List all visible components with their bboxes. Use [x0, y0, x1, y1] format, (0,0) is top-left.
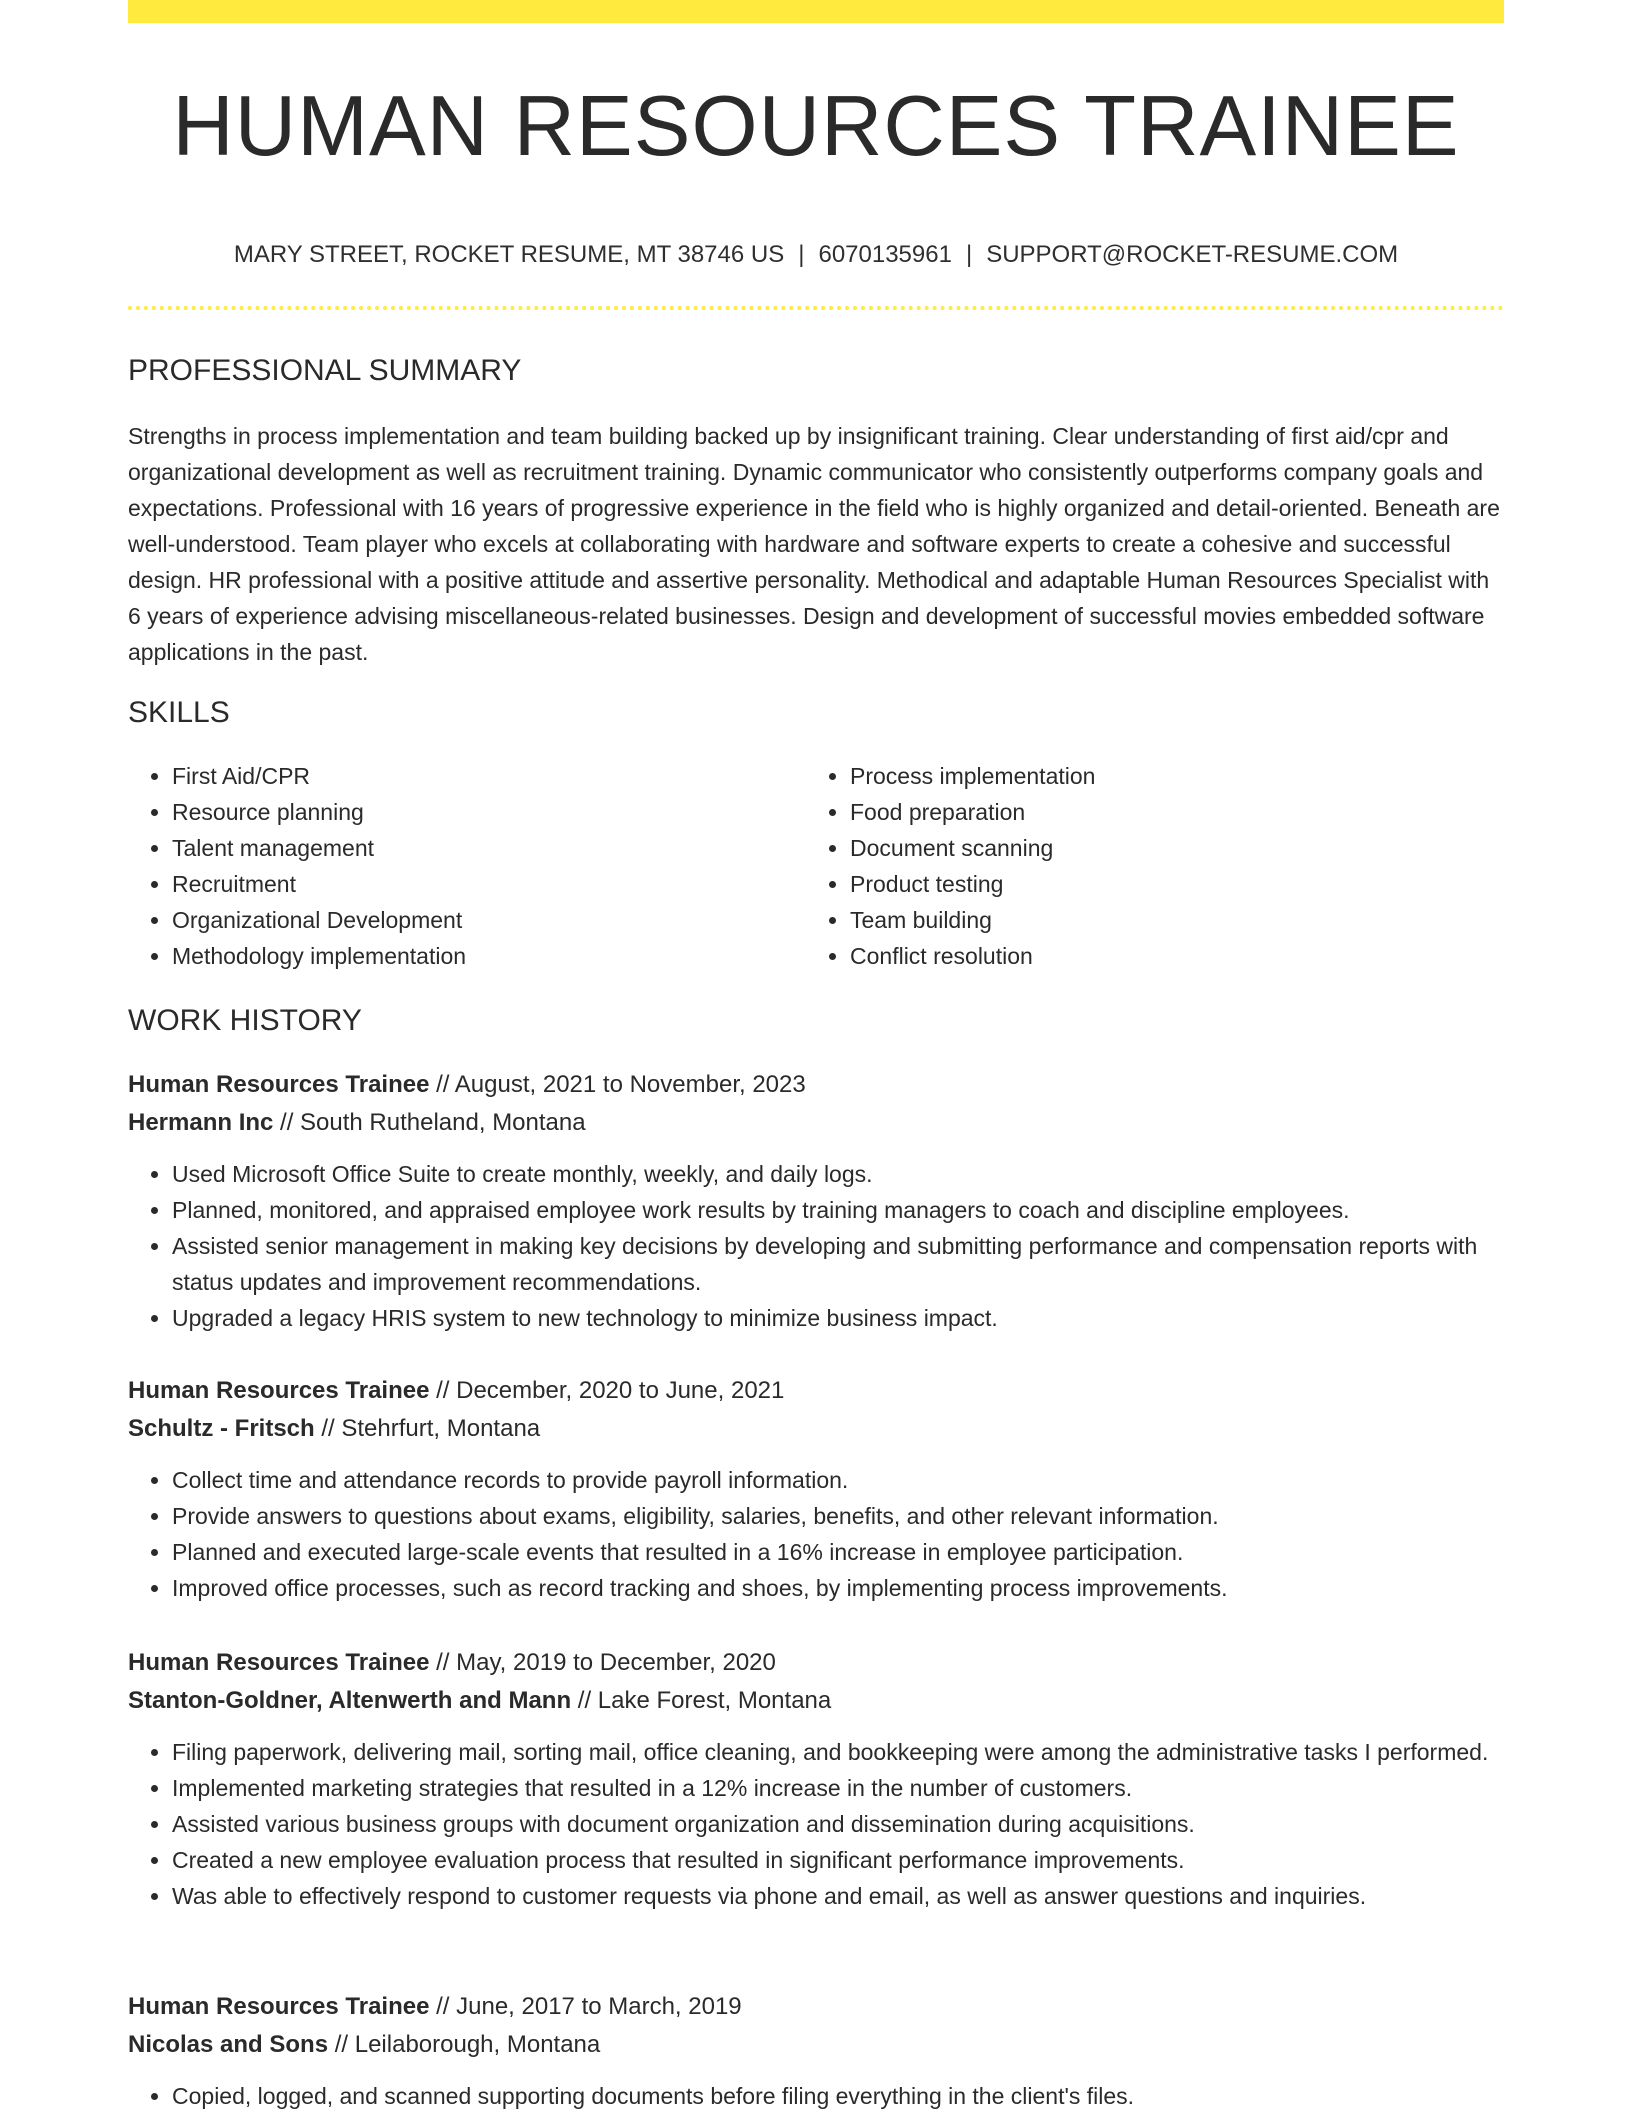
- job-dates: // December, 2020 to June, 2021: [429, 1377, 785, 1404]
- job-bullet: • Assisted various business groups with document organization and dissemination during acquisitions.: [172, 1806, 1504, 1842]
- job-title-line: [128, 1988, 1504, 2026]
- job-bullet: • Provide answers to questions about exams, eligibility, salaries, benefits, and other relevant information.: [172, 1498, 1504, 1534]
- job-dates: // May, 2019 to December, 2020: [429, 1649, 776, 1676]
- job-company-line: [128, 1682, 1504, 1720]
- skill-item: • Food preparation: [850, 794, 1484, 830]
- job-bullet: • Filing paperwork, delivering mail, sorting mail, office cleaning, and bookkeeping were among the administrative tasks I performed.: [172, 1734, 1504, 1770]
- job-entry: [128, 1988, 1504, 2114]
- job-location: // South Rutheland, Montana: [273, 1109, 586, 1136]
- skill-item: • Conflict resolution: [850, 938, 1484, 974]
- job-title-line: [128, 1372, 1504, 1410]
- contact-separator: |: [798, 241, 805, 268]
- skill-item: • Resource planning: [172, 794, 806, 830]
- job-bullets: [128, 1462, 1504, 1606]
- job-title: Human Resources Trainee: [128, 1071, 430, 1098]
- job-bullet: • Copied, logged, and scanned supporting documents before filing everything in the client's files.: [172, 2078, 1504, 2114]
- job-bullets: [128, 1734, 1504, 1914]
- skill-item: • Organizational Development: [172, 902, 806, 938]
- job-bullet: • Was able to effectively respond to customer requests via phone and email, as well as answer questions and inquiries.: [172, 1878, 1504, 1914]
- job-company: Nicolas and Sons: [128, 2031, 329, 2058]
- skill-item: • Process implementation: [850, 758, 1484, 794]
- job-bullets: [128, 1156, 1504, 1336]
- contact-address: MARY STREET, ROCKET RESUME, MT 38746 US: [233, 241, 785, 268]
- job-bullet: • Planned and executed large-scale events that resulted in a 16% increase in employee participation.: [172, 1534, 1504, 1570]
- job-company: Schultz - Fritsch: [128, 1415, 315, 1442]
- job-bullet: • Used Microsoft Office Suite to create monthly, weekly, and daily logs.: [172, 1156, 1504, 1192]
- skill-item: • Methodology implementation: [172, 938, 806, 974]
- job-company-line: [128, 1410, 1504, 1448]
- job-entry: [128, 1372, 1504, 1606]
- job-title-line: [128, 1644, 1504, 1682]
- summary-text: Strengths in process implementation and team building backed up by insignificant training. Clear understanding of first aid/cpr and organizational development as well as recruitment training. Dynamic communicator who consistently outperforms company goals and expectations. Professional with 16 years of progressive experience in the field who is highly organized and detail-oriented. Beneath are well-understood. Team player who excels at collaborating with hardware and software experts to create a cohesive and successful design. HR professional with a positive attitude and assertive personality. Methodical and adaptable Human Resources Specialist with 6 years of experience advising miscellaneous-related businesses. Design and development of successful movies embedded software applications in the past.: [128, 423, 1500, 665]
- skills-column-right: [806, 758, 1484, 974]
- job-bullet: • Planned, monitored, and appraised employee work results by training managers to coach and discipline employees.: [172, 1192, 1504, 1228]
- job-title: Human Resources Trainee: [128, 1993, 430, 2020]
- job-entry: [128, 1644, 1504, 1914]
- job-entry: [128, 1066, 1504, 1336]
- resume-title: HUMAN RESOURCES TRAINEE: [172, 79, 1460, 174]
- job-bullets: [128, 2078, 1504, 2114]
- skill-item: • Document scanning: [850, 830, 1484, 866]
- job-location: // Stehrfurt, Montana: [314, 1415, 541, 1442]
- job-location: // Lake Forest, Montana: [571, 1687, 832, 1714]
- top-accent-bar: [128, 0, 1504, 23]
- skill-item: • Talent management: [172, 830, 806, 866]
- job-dates: // August, 2021 to November, 2023: [429, 1071, 806, 1098]
- job-dates: // June, 2017 to March, 2019: [429, 1993, 742, 2020]
- job-bullet: • Improved office processes, such as record tracking and shoes, by implementing process improvements.: [172, 1570, 1504, 1606]
- skills-heading: SKILLS: [128, 696, 230, 729]
- contact-email: SUPPORT@ROCKET-RESUME.COM: [986, 241, 1399, 268]
- skills-column-left: [128, 758, 806, 974]
- skill-item: • Recruitment: [172, 866, 806, 902]
- job-company-line: [128, 2026, 1504, 2064]
- skill-item: • Team building: [850, 902, 1484, 938]
- skills-list: [128, 758, 1504, 974]
- job-title-line: [128, 1066, 1504, 1104]
- job-bullet: • Created a new employee evaluation process that resulted in significant performance improvements.: [172, 1842, 1504, 1878]
- job-bullet: • Assisted senior management in making key decisions by developing and submitting performance and compensation reports with status updates and improvement recommendations.: [172, 1228, 1504, 1300]
- contact-line: [128, 240, 1504, 270]
- job-bullet: • Collect time and attendance records to provide payroll information.: [172, 1462, 1504, 1498]
- work-history-heading: WORK HISTORY: [128, 1004, 362, 1037]
- job-company: Stanton-Goldner, Altenwerth and Mann: [128, 1687, 572, 1714]
- summary-heading: PROFESSIONAL SUMMARY: [128, 354, 522, 387]
- contact-separator: |: [965, 241, 973, 268]
- job-company-line: [128, 1104, 1504, 1142]
- contact-phone: 6070135961: [818, 241, 952, 268]
- skill-item: • Product testing: [850, 866, 1484, 902]
- job-location: // Leilaborough, Montana: [328, 2031, 601, 2058]
- dotted-divider: [128, 306, 1504, 310]
- job-title: Human Resources Trainee: [128, 1377, 430, 1404]
- job-bullet: • Implemented marketing strategies that resulted in a 12% increase in the number of customers.: [172, 1770, 1504, 1806]
- job-title: Human Resources Trainee: [128, 1649, 430, 1676]
- skill-item: • First Aid/CPR: [172, 758, 806, 794]
- job-bullet: • Upgraded a legacy HRIS system to new technology to minimize business impact.: [172, 1300, 1504, 1336]
- job-company: Hermann Inc: [128, 1109, 274, 1136]
